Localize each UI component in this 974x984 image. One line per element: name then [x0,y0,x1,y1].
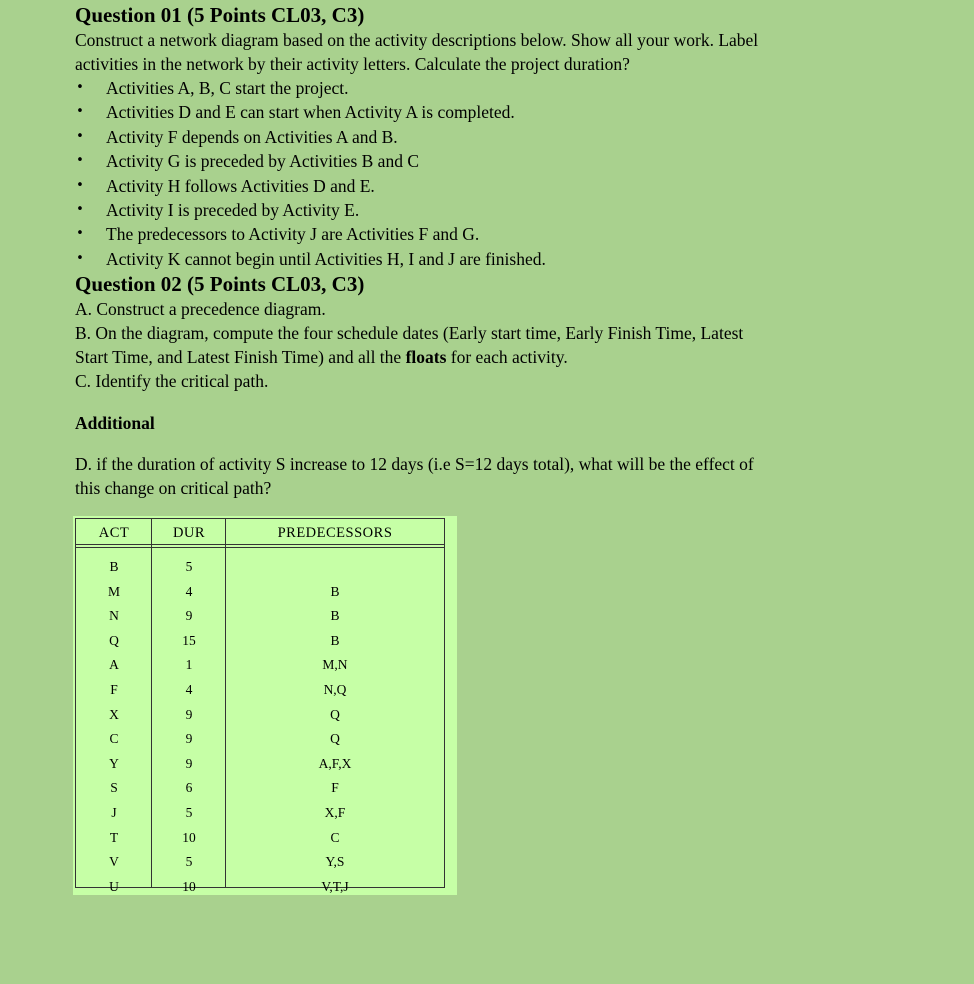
table-row [76,850,444,875]
question-02-part-d-line-2: this change on critical path? [75,478,272,499]
cell-dur: 10 [182,878,196,894]
cell-dur: 4 [185,583,193,599]
cell-dur: 5 [185,804,193,820]
list-item-text: Activity F depends on Activities A and B. [106,126,398,147]
list-item [75,198,955,222]
cell-predecessors: Y,S [325,854,345,870]
table-row [76,727,444,752]
table-row [76,604,444,629]
cell-act: T [109,829,119,845]
cell-predecessors: M,N [322,657,348,673]
cell-act: S [110,780,118,796]
header-act: ACT [98,525,130,541]
cell-dur: 5 [185,559,193,574]
cell-predecessors: F [331,780,339,796]
cell-dur: 10 [182,829,196,845]
cell-act: U [109,878,119,894]
cell-dur: 1 [185,657,193,673]
cell-act: V [109,854,119,870]
question-01-title: Question 01 (5 Points CL03, C3) [75,3,365,27]
cell-act: F [110,681,118,697]
list-item [75,125,955,149]
table-header [76,518,444,548]
cell-dur: 9 [185,608,193,624]
cell-act: Y [109,755,119,771]
cell-predecessors: C [330,829,340,845]
question-02-part-d-line-1: D. if the duration of activity S increase to 12 days (i.e S=12 days total), what will be the effect of [75,454,754,475]
table-row [76,703,444,728]
cell-dur: 6 [185,780,193,796]
table-row [76,875,444,900]
cell-act: Q [109,632,119,648]
cell-dur: 5 [185,854,193,870]
cell-predecessors: Q [330,731,340,747]
list-item [75,174,955,198]
cell-predecessors: B [330,583,340,599]
question-02-part-b-line-1: B. On the diagram, compute the four schedule dates (Early start time, Early Finish Time, Latest [75,323,744,344]
list-item [75,76,955,100]
cell-act: A [109,657,119,673]
cell-dur: 9 [185,731,193,747]
question-01-intro-line-2: activities in the network by their activity letters. Calculate the project duration? [75,54,630,74]
list-item-text: Activities D and E can start when Activity A is completed. [106,102,515,123]
question-02-part-c: C. Identify the critical path. [75,371,269,392]
table-row [76,653,444,678]
list-item-text: Activity K cannot begin until Activities H, I and J are finished. [106,248,546,269]
table-row [76,752,444,777]
question-01-intro-line-1: Construct a network diagram based on the activity descriptions below. Show all your work. Label [75,30,759,50]
table-body [76,555,444,899]
cell-act: X [109,706,119,722]
question-01-intro [75,28,955,76]
bullet-icon: • [76,202,84,218]
activity-table [75,518,445,894]
table-row [76,776,444,801]
header-predecessors: PREDECESSORS [277,525,393,541]
question-02-part-d [75,452,955,500]
cell-predecessors: V,T,J [321,878,349,894]
cell-dur: 9 [185,706,193,722]
question-02-part-b-line-2 [75,345,955,369]
bullet-icon: • [76,226,84,242]
list-item [75,222,955,246]
bullet-icon: • [76,177,84,193]
bullet-icon: • [76,153,84,169]
question-02-title: Question 02 (5 Points CL03, C3) [75,272,365,297]
table-row [76,801,444,826]
cell-predecessors: Q [330,706,340,722]
cell-predecessors: X,F [324,804,346,820]
list-item-text: Activity G is preceded by Activities B and C [106,151,420,172]
list-item [75,247,955,271]
cell-predecessors: A,F,X [318,755,352,771]
list-item [75,100,955,124]
table-row [76,555,444,580]
list-item-text: Activity I is preceded by Activity E. [106,200,360,221]
header-dur: DUR [172,525,206,541]
cell-act: C [109,731,119,747]
list-item-text: The predecessors to Activity J are Activities F and G. [106,224,480,245]
activity-descriptions-list [75,76,955,271]
cell-predecessors: B [330,632,340,648]
question-02-part-b [75,321,955,369]
table-row [76,629,444,654]
bullet-icon: • [76,128,84,144]
cell-dur: 9 [185,755,193,771]
bullet-icon: • [76,250,84,266]
cell-dur: 15 [182,632,196,648]
question-02-part-a: A. Construct a precedence diagram. [75,299,326,320]
floats-emphasis: floats [405,347,447,368]
table-row [76,580,444,605]
list-item-text: Activity H follows Activities D and E. [106,175,375,196]
cell-act: N [109,608,119,624]
cell-act: M [107,583,120,599]
cell-predecessors: N,Q [323,681,347,697]
additional-heading: Additional [75,413,155,434]
bullet-icon: • [76,104,84,120]
table-row [76,826,444,851]
list-item-text: Activities A, B, C start the project. [106,78,349,98]
cell-act: B [109,559,119,574]
part-b-text-end: for each activity. [446,347,568,368]
part-b-text: Start Time, and Latest Finish Time) and all the [75,347,406,368]
cell-act: J [111,804,117,820]
list-item [75,149,955,173]
document-page [75,0,955,500]
bullet-icon: • [76,80,84,95]
cell-predecessors: B [330,608,340,624]
table-row [76,678,444,703]
activity-table-image [73,516,457,895]
cell-dur: 4 [185,681,193,697]
